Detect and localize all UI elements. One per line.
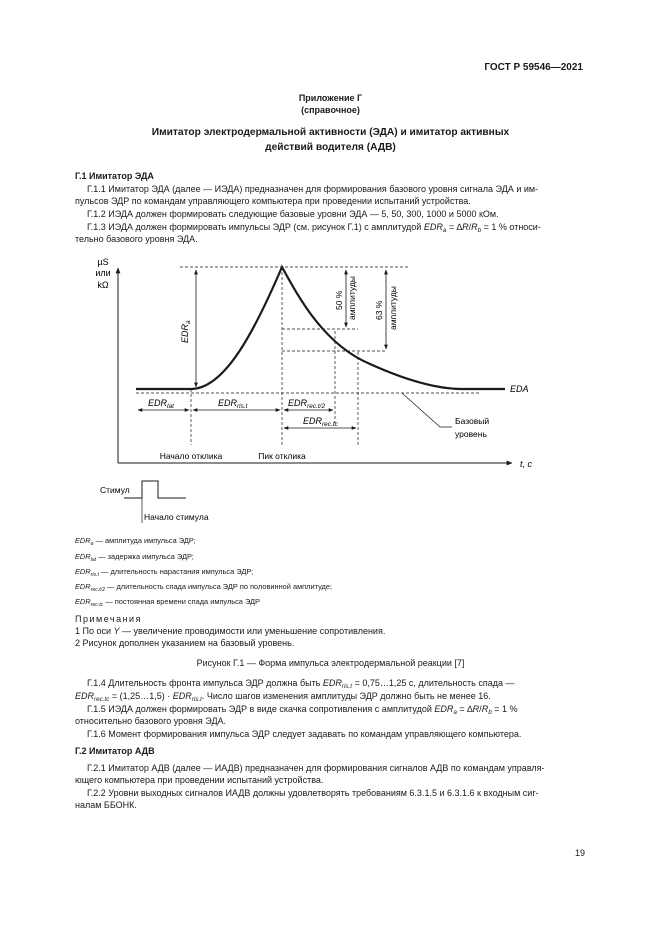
paragraph-g14-line1: Г.1.4 Длительность фронта импульса ЭДР должна быть $EDR_{ris.t}$ = 0,75…1,25 с, длительность спада — — [87, 678, 515, 690]
curve-label: EDA — [510, 384, 529, 394]
y-axis-label-2: или — [95, 268, 111, 278]
paragraph-g12: Г.1.2 ИЭДА должен формировать следующие базовые уровни ЭДА — 5, 50, 300, 1000 и 5000 кОм. — [87, 209, 499, 219]
edr-a-label: $EDR_a$ — [180, 320, 192, 343]
paragraph-g22-line2: налам ББОНК. — [75, 800, 137, 810]
legend-edr-rectc: $EDR_{rec.tc}$ — постоянная времени спада импульса ЭДР — [75, 597, 260, 608]
base-level-leader — [402, 393, 452, 427]
paragraph-g15-line1: Г.1.5 ИЭДА должен формировать ЭДР в виде скачка сопротивления с амплитудой $EDR_a = \Delta R/R_b = 1$ % — [87, 704, 518, 716]
appendix-title: Приложение Г — [298, 93, 363, 103]
pct63-amp-label: амплитуды — [388, 286, 398, 330]
paragraph-g11-line2: пульсов ЭДР по командам управляющего компьютера при проведении испытаний устройства. — [75, 196, 471, 206]
note-2: 2 Рисунок дополнен указанием на базовый уровень. — [75, 638, 295, 648]
eda-curve — [136, 267, 505, 389]
base-level-label-2: уровень — [455, 429, 487, 439]
stimulus-label: Стимул — [100, 485, 130, 495]
paragraph-g13-line2: тельно базового уровня ЭДА. — [75, 234, 198, 244]
paragraph-g11-line1: Г.1.1 Имитатор ЭДА (далее — ИЭДА) предназначен для формирования базового уровня сигнала ЭДА и им- — [87, 184, 539, 194]
pct63-label: 63 % — [374, 300, 384, 320]
paragraph-g14-line2: $EDR_{rec.tc}$ = (1,25…1,5) · $EDR_{ris.t}$. Число шагов изменения амплитуды ЭДР должно быть не менее 16. — [75, 691, 491, 703]
edr-lat-label: $EDR_{lat}$ — [148, 398, 174, 410]
appendix-heading-line2: действий водителя (АДВ) — [265, 142, 396, 153]
x-axis-label: t, с — [520, 459, 533, 469]
paragraph-g21-line2: ющего компьютера при проведении испытаний устройства. — [75, 775, 324, 785]
edr-rectc-label: $EDR_{rec.tc}$ — [303, 416, 338, 428]
figure-caption: Рисунок Г.1 — Форма импульса электродермальной реакции [7] — [196, 658, 465, 668]
appendix-heading-line1: Имитатор электродермальной активности (ЭДА) и имитатор активных — [151, 127, 510, 138]
notes-title: Примечания — [75, 614, 142, 624]
legend-edr-rec2: $EDR_{rec.t/2}$ — длительность спада импульса ЭДР по половинной амплитуде; — [75, 582, 333, 593]
paragraph-g16: Г.1.6 Момент формирования импульса ЭДР следует задавать по командам управляющего компьютера. — [87, 729, 522, 739]
base-level-label-1: Базовый — [455, 416, 490, 426]
paragraph-g15-line2: относительно базового уровня ЭДА. — [75, 716, 227, 726]
section-title-g2: Г.2 Имитатор АДВ — [75, 746, 155, 756]
appendix-note: (справочное) — [301, 105, 360, 115]
response-peak-label: Пик отклика — [258, 451, 306, 461]
section-title-g1: Г.1 Имитатор ЭДА — [75, 171, 154, 181]
pct50-amp-label: амплитуды — [347, 276, 357, 320]
legend-edr-ris: $EDR_{ris.t}$ — длительность нарастания импульса ЭДР; — [75, 567, 254, 578]
paragraph-g22-line1: Г.2.2 Уровни выходных сигналов ИАДВ должны удовлетворять требованиям 6.3.1.5 и 6.3.1.6 к входным сиг- — [87, 788, 539, 798]
paragraph-g21-line1: Г.2.1 Имитатор АДВ (далее — ИАДВ) предназначен для формирования сигналов АДВ по командам управля- — [87, 763, 545, 773]
paragraph-g13-line1: Г.1.3 ИЭДА должен формировать импульсы ЭДР (см. рисунок Г.1) с амплитудой $EDR_a = \Delta R/R_b = 1$ % относи- — [87, 222, 541, 234]
y-axis-label-1: µS — [97, 257, 109, 267]
note-1: 1 По оси Y — увеличение проводимости или уменьшение сопротивления. — [75, 626, 386, 636]
document-code: ГОСТ Р 59546—2021 — [484, 62, 583, 73]
edr-ris-label: $EDR_{ris.t}$ — [218, 398, 248, 410]
stimulus-start-label: Начало стимула — [144, 512, 209, 522]
legend-edr-a: $EDR_a$ — амплитуда импульса ЭДР; — [75, 536, 196, 547]
y-axis-label-3: kΩ — [97, 280, 109, 290]
pct50-label: 50 % — [334, 290, 344, 310]
edr-rect2-label: $EDR_{rec.t/2}$ — [288, 398, 326, 410]
page-number: 19 — [574, 848, 585, 858]
response-start-label: Начало отклика — [159, 451, 223, 461]
legend-edr-lat: $EDR_{lat}$ — задержка импульса ЭДР; — [75, 552, 194, 563]
stimulus-pulse — [124, 481, 186, 498]
